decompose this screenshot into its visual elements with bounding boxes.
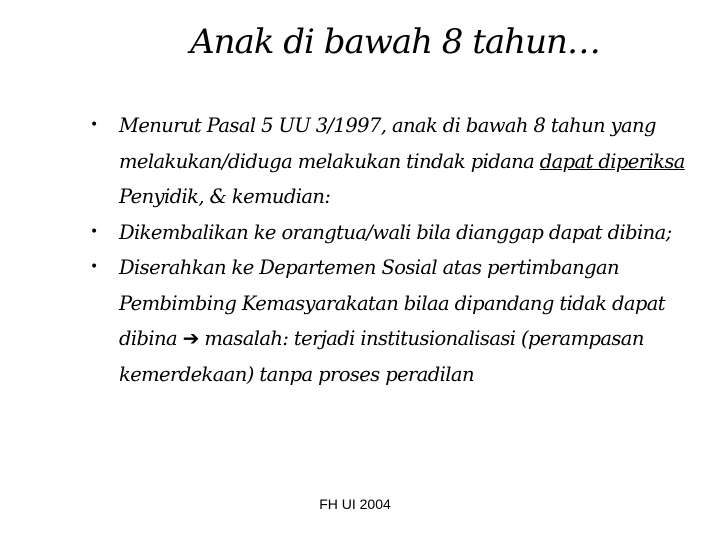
- bullet-list: [90, 108, 690, 392]
- bullet-item-1: [90, 108, 690, 215]
- bullet-3-text-after: masalah: terjadi institusionalisasi (perampasan kemerdekaan) tanpa proses peradilan: [119, 327, 644, 386]
- bullet-item-3: [90, 250, 690, 392]
- bullet-3-text-before: Diserahkan ke Departemen Sosial atas pertimbangan Pembimbing Kemasyarakatan bilaa dipandang tidak dapat dibina: [119, 256, 665, 350]
- bullet-item-2: [90, 215, 690, 251]
- bullet-1-text-after: Penyidik, & kemudian:: [119, 185, 331, 208]
- bullet-marker: •: [90, 117, 98, 133]
- bullet-2-text: Dikembalikan ke orangtua/wali bila dianggap dapat dibina;: [119, 220, 672, 244]
- right-arrow-icon: ➔: [182, 326, 199, 350]
- bullet-marker: •: [90, 223, 98, 240]
- bullet-1-text-before: Menurut Pasal 5 UU 3/1997, anak di bawah 8 tahun yang melakukan/diduga melakukan tindak pidana: [119, 114, 656, 173]
- slide-title: Anak di bawah 8 tahun…: [190, 22, 600, 62]
- bullet-1-underlined-text: dapat diperiksa: [539, 149, 685, 173]
- slide-footer: FH UI 2004: [319, 496, 391, 512]
- bullet-marker: •: [90, 259, 98, 275]
